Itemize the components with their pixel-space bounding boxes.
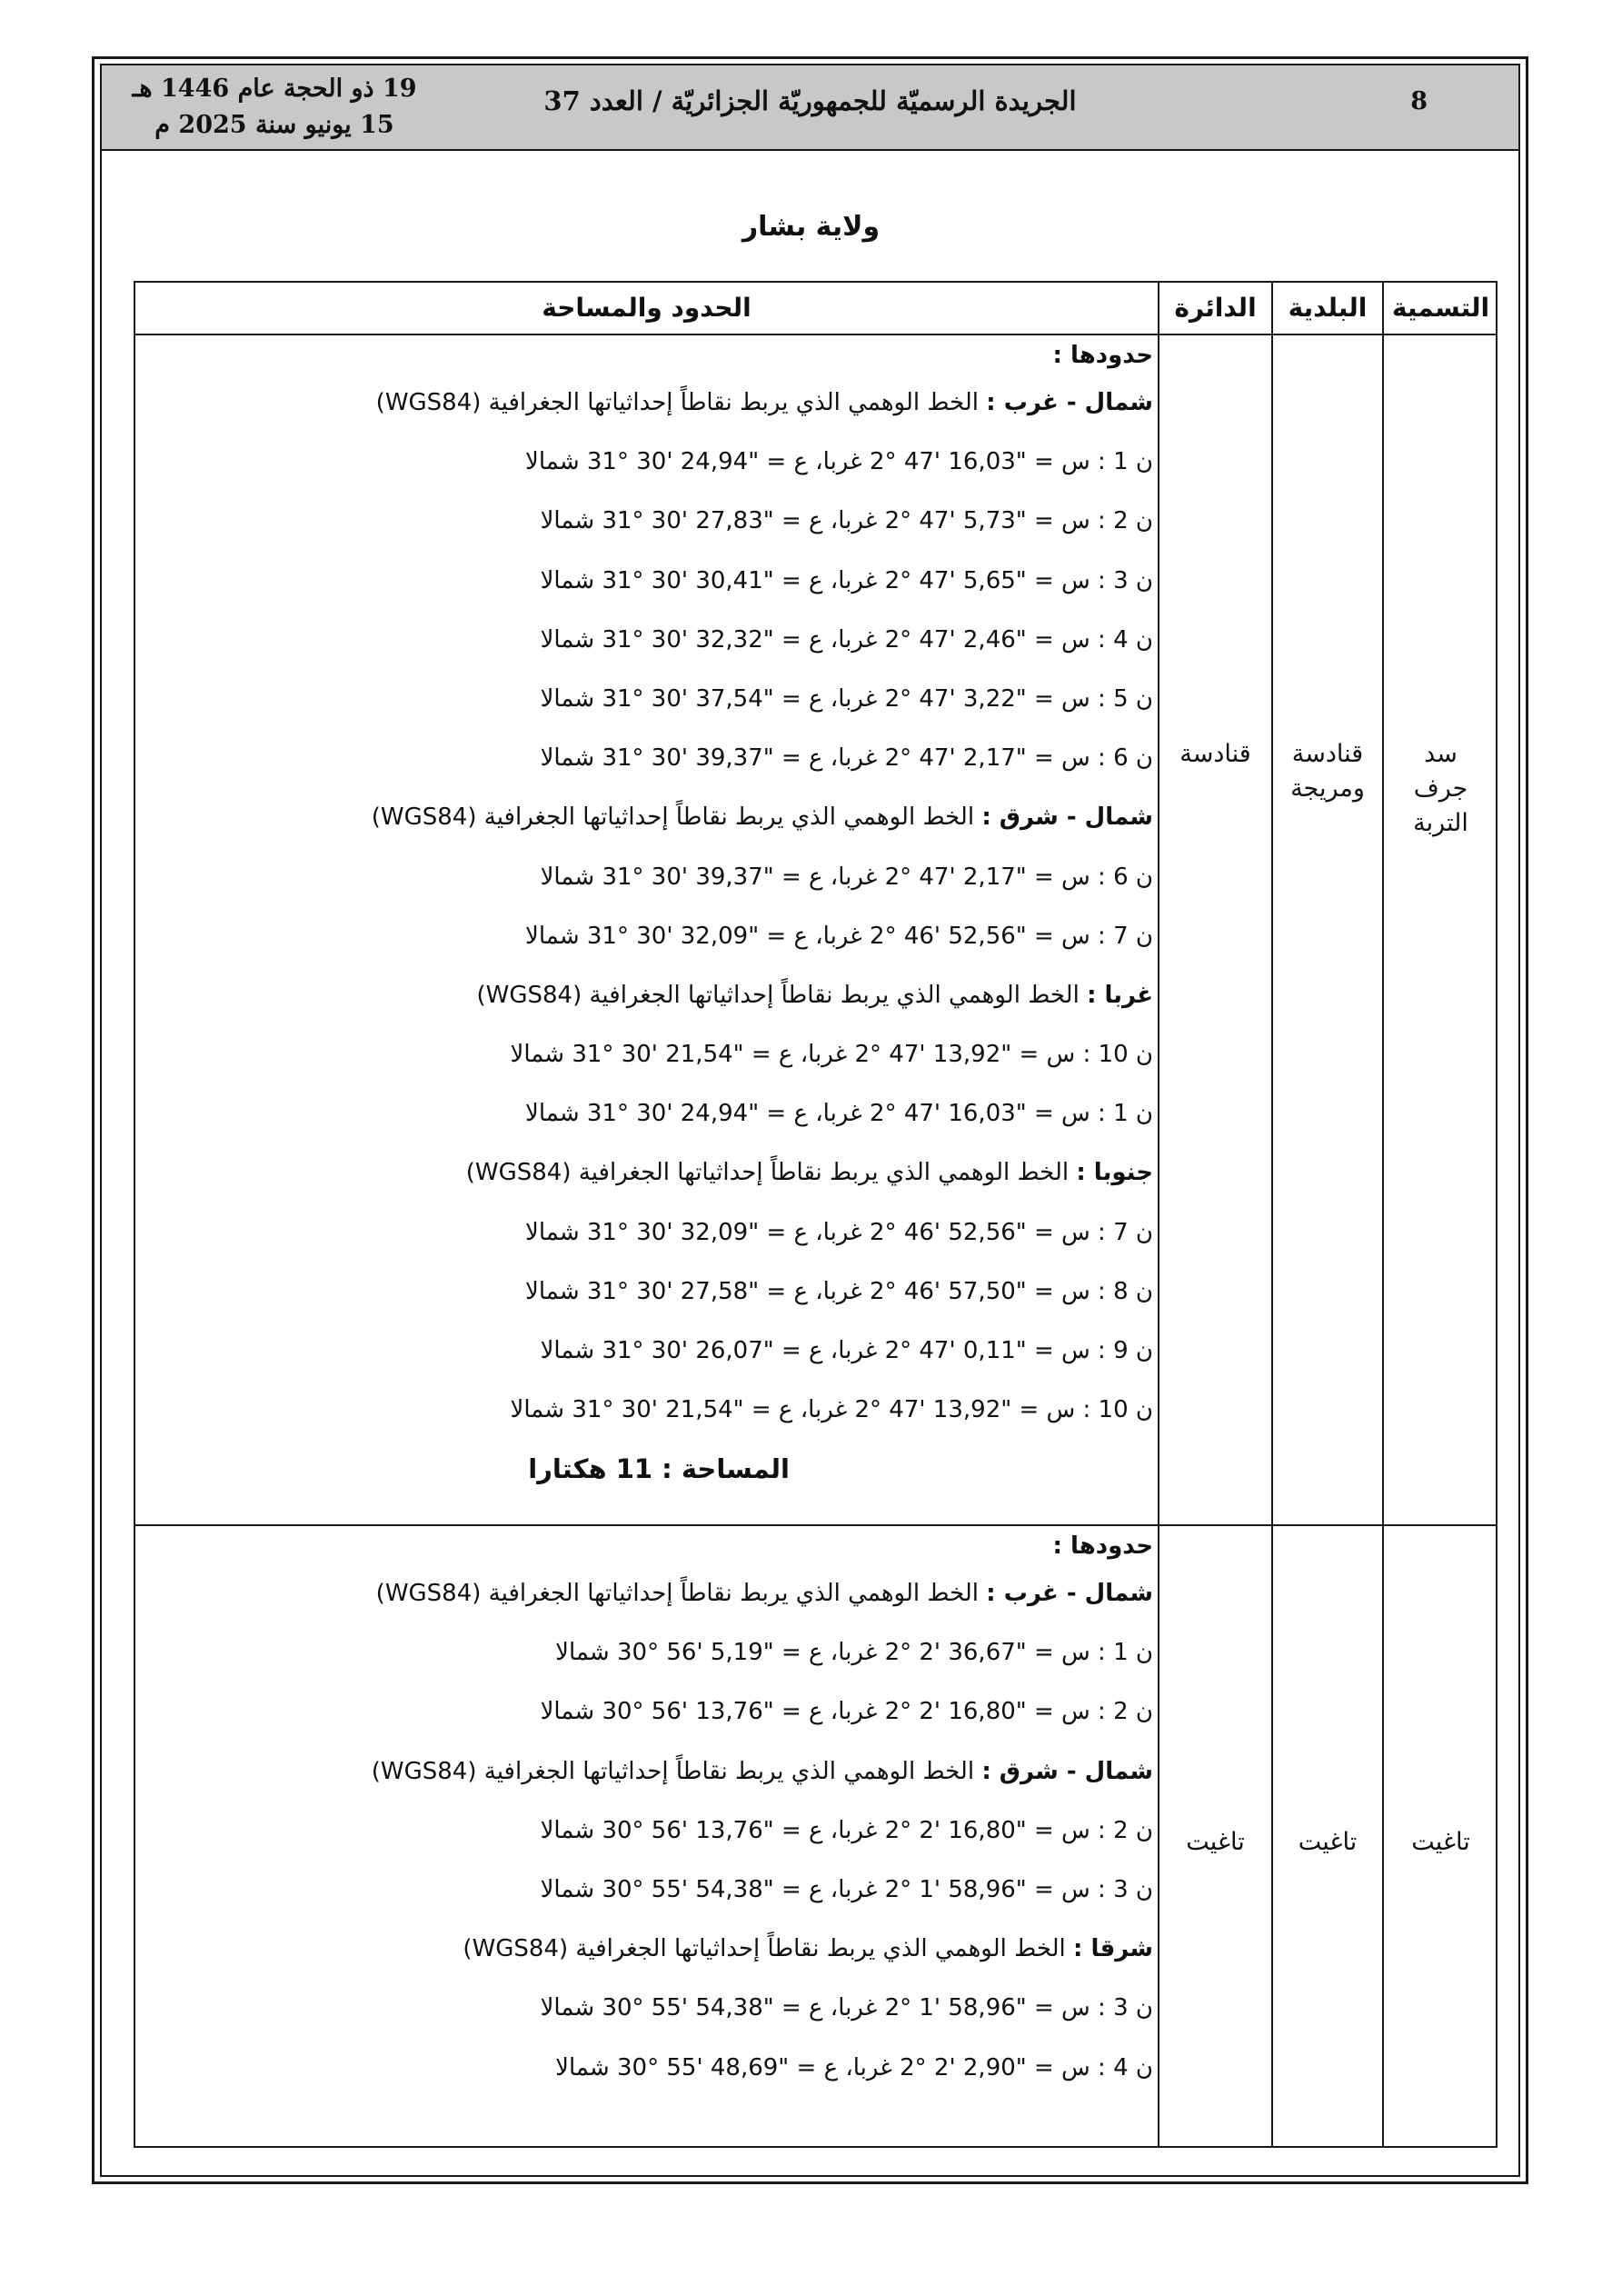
coordinate-point: ن 3 : س = "58,96 '1 °2 غربا، ع = "54,38 '55 °30 شمالا <box>540 1994 1153 2022</box>
column-divider <box>1271 283 1273 2146</box>
coordinate-point: ن 9 : س = "0,11 '47 °2 غربا، ع = "26,07 '30 °31 شمالا <box>540 1337 1153 1364</box>
row-1-commune-line: ومريجة <box>1290 774 1365 803</box>
coordinate-point: ن 3 : س = "58,96 '1 °2 غربا، ع = "54,38 '55 °30 شمالا <box>540 1875 1153 1903</box>
row-1-commune-line: قنادسة <box>1291 740 1364 768</box>
coordinate-point: ن 1 : س = "36,67 '2 °2 غربا، ع = "5,19 '56 °30 شمالا <box>555 1639 1153 1667</box>
coordinate-point: ن 7 : س = "52,56 '46 °2 غربا، ع = "32,09 '30 °31 شمالا <box>525 922 1153 950</box>
header-row-divider <box>135 334 1496 335</box>
column-divider <box>1382 283 1384 2146</box>
coordinate-point: ن 10 : س = "13,92 '47 °2 غربا، ع = "21,54 '30 °31 شمالا <box>510 1041 1153 1069</box>
column-header-name: التسمية <box>1391 293 1490 323</box>
segment-line: جنوبا : الخط الوهمي الذي يربط نقاطاً إحداثياتها الجغرافية (WGS84) <box>465 1159 1153 1187</box>
coordinate-point: ن 1 : س = "16,03 '47 °2 غربا، ع = "24,94 '30 °31 شمالا <box>525 1100 1153 1128</box>
hijri-date: 19 ذو الحجة عام 1446 هـ <box>132 75 417 103</box>
wilaya-title: ولاية بشار <box>741 211 881 243</box>
column-header-daira: الدائرة <box>1174 293 1257 323</box>
boundaries-table <box>134 281 1498 2148</box>
row-2-name: تاغيت <box>1411 1828 1470 1856</box>
row-2-commune: تاغيت <box>1298 1828 1358 1856</box>
coordinate-point: ن 10 : س = "13,92 '47 °2 غربا، ع = "21,54 '30 °31 شمالا <box>510 1396 1153 1424</box>
coordinate-point: ن 2 : س = "5,73 '47 °2 غربا، ع = "27,83 '30 °31 شمالا <box>540 507 1153 535</box>
coordinate-point: ن 6 : س = "2,17 '47 °2 غربا، ع = "39,37 '30 °31 شمالا <box>540 744 1153 773</box>
page-number: 8 <box>1410 87 1428 115</box>
row-1-daira: قنادسة <box>1179 740 1251 768</box>
segment-line: شمال - غرب : الخط الوهمي الذي يربط نقاطاً إحداثياتها الجغرافية (WGS84) <box>375 1580 1153 1607</box>
coordinate-point: ن 7 : س = "52,56 '46 °2 غربا، ع = "32,09 '30 °31 شمالا <box>525 1218 1153 1246</box>
row-1-limits <box>144 337 1153 1500</box>
segment-line: غربا : الخط الوهمي الذي يربط نقاطاً إحداثياتها الجغرافية (WGS84) <box>476 981 1153 1009</box>
coordinate-point: ن 2 : س = "16,80 '2 °2 غربا، ع = "13,76 '56 °30 شمالا <box>540 1698 1153 1726</box>
column-divider <box>1158 283 1159 2146</box>
coordinate-point: ن 3 : س = "5,65 '47 °2 غربا، ع = "30,41 '30 °31 شمالا <box>540 566 1153 594</box>
row-1-name-line: سد <box>1424 740 1458 768</box>
row-divider <box>135 1524 1496 1526</box>
area-total: المساحة : 11 هكتارا <box>528 1453 790 1485</box>
segment-line: شمال - شرق : الخط الوهمي الذي يربط نقاطاً إحداثياتها الجغرافية (WGS84) <box>371 1757 1153 1785</box>
segment-line: شمال - شرق : الخط الوهمي الذي يربط نقاطاً إحداثياتها الجغرافية (WGS84) <box>371 804 1153 832</box>
row-1-commune <box>1273 737 1382 806</box>
row-2-limits <box>144 1528 1153 2098</box>
coordinate-point: ن 1 : س = "16,03 '47 °2 غربا، ع = "24,94 '30 °31 شمالا <box>525 448 1153 476</box>
limits-heading: حدودها : <box>1052 342 1153 369</box>
limits-heading: حدودها : <box>1052 1532 1153 1560</box>
coordinate-point: ن 4 : س = "2,90 '2 °2 غربا، ع = "48,69 '55 °30 شمالا <box>555 2053 1153 2081</box>
row-1-name-line: التربة <box>1413 809 1468 837</box>
gregorian-date: 15 يونيو سنة 2025 م <box>154 111 394 139</box>
coordinate-point: ن 5 : س = "3,22 '47 °2 غربا، ع = "37,54 '30 °31 شمالا <box>540 684 1153 713</box>
row-2-daira: تاغيت <box>1186 1828 1245 1856</box>
coordinate-point: ن 4 : س = "2,46 '47 °2 غربا، ع = "32,32 '30 °31 شمالا <box>540 625 1153 654</box>
row-1-name <box>1384 737 1498 841</box>
column-header-commune: البلدية <box>1288 293 1368 323</box>
column-header-limits: الحدود والمساحة <box>542 293 751 323</box>
row-1-name-line: جرف <box>1413 774 1468 803</box>
coordinate-point: ن 8 : س = "57,50 '46 °2 غربا، ع = "27,58 '30 °31 شمالا <box>525 1277 1153 1305</box>
segment-line: شرقا : الخط الوهمي الذي يربط نقاطاً إحداثياتها الجغرافية (WGS84) <box>463 1935 1153 1963</box>
coordinate-point: ن 6 : س = "2,17 '47 °2 غربا، ع = "39,37 '30 °31 شمالا <box>540 863 1153 891</box>
gazette-header <box>102 65 1518 151</box>
coordinate-point: ن 2 : س = "16,80 '2 °2 غربا، ع = "13,76 '56 °30 شمالا <box>540 1816 1153 1844</box>
gazette-title: الجريدة الرسميّة للجمهوريّة الجزائريّة / العدد 37 <box>543 85 1077 116</box>
segment-line: شمال - غرب : الخط الوهمي الذي يربط نقاطاً إحداثياتها الجغرافية (WGS84) <box>375 389 1153 416</box>
